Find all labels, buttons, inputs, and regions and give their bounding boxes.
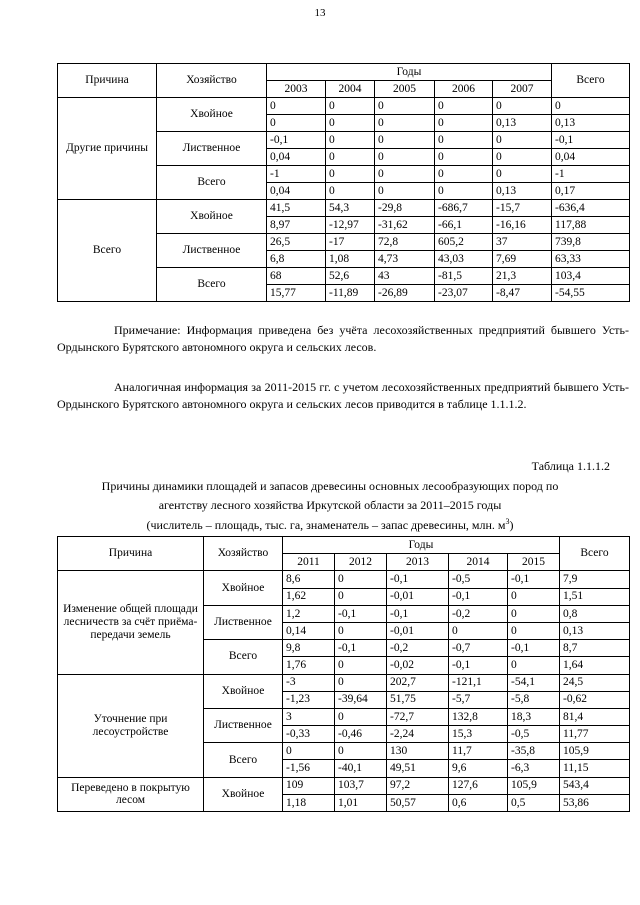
value-cell: 9,6 <box>449 760 508 777</box>
header-years: Годы <box>267 64 552 81</box>
header-farm: Хозяйство <box>204 537 283 571</box>
value-cell: 3 <box>283 708 335 725</box>
value-cell: 1,08 <box>326 251 375 268</box>
value-cell: -54,55 <box>552 285 630 302</box>
value-cell: -0,5 <box>508 726 560 743</box>
farm-cell: Хвойное <box>157 200 267 234</box>
value-cell: -0,5 <box>449 571 508 588</box>
value-cell: -1 <box>552 166 630 183</box>
value-cell: 0 <box>375 166 435 183</box>
value-cell: 51,75 <box>387 691 449 708</box>
value-cell: 1,18 <box>283 794 335 811</box>
header-row <box>58 64 630 81</box>
value-cell: -66,1 <box>435 217 493 234</box>
farm-cell: Лиственное <box>204 605 283 639</box>
value-cell: 0 <box>508 605 560 622</box>
value-cell: -17 <box>326 234 375 251</box>
farm-cell: Хвойное <box>204 571 283 605</box>
value-cell: 0 <box>435 166 493 183</box>
value-cell: 0 <box>335 657 387 674</box>
causes-table-2003-2007 <box>57 63 630 302</box>
year-header: 2006 <box>435 81 493 98</box>
header-farm: Хозяйство <box>157 64 267 98</box>
value-cell: 105,9 <box>508 777 560 794</box>
cause-cell: Уточнение при лесоустройстве <box>58 674 204 777</box>
value-cell: 0 <box>493 149 552 166</box>
value-cell: 21,3 <box>493 268 552 285</box>
value-cell: 43 <box>375 268 435 285</box>
value-cell: -2,24 <box>387 726 449 743</box>
value-cell: -3 <box>283 674 335 691</box>
value-cell: 0,8 <box>560 605 630 622</box>
value-cell: 49,51 <box>387 760 449 777</box>
value-cell: -26,89 <box>375 285 435 302</box>
value-cell: 24,5 <box>560 674 630 691</box>
value-cell: 52,6 <box>326 268 375 285</box>
value-cell: -0,1 <box>387 571 449 588</box>
value-cell: 202,7 <box>387 674 449 691</box>
table-label: Таблица 1.1.1.2 <box>531 459 610 473</box>
value-cell: 97,2 <box>387 777 449 794</box>
value-cell: 0 <box>267 115 326 132</box>
value-cell: -40,1 <box>335 760 387 777</box>
value-cell: 26,5 <box>267 234 326 251</box>
value-cell: -81,5 <box>435 268 493 285</box>
value-cell: 0 <box>335 622 387 639</box>
year-header: 2003 <box>267 81 326 98</box>
cause-cell: Всего <box>58 200 157 302</box>
value-cell: 41,5 <box>267 200 326 217</box>
year-header: 2013 <box>387 554 449 571</box>
value-cell: -54,1 <box>508 674 560 691</box>
table-subtitle <box>40 517 620 533</box>
value-cell: -1,23 <box>283 691 335 708</box>
value-cell: 7,69 <box>493 251 552 268</box>
value-cell: -0,1 <box>508 640 560 657</box>
value-cell: -15,7 <box>493 200 552 217</box>
value-cell: 0 <box>375 132 435 149</box>
value-cell: 63,33 <box>552 251 630 268</box>
value-cell: -11,89 <box>326 285 375 302</box>
value-cell: 0 <box>493 98 552 115</box>
value-cell: -0,62 <box>560 691 630 708</box>
value-cell: 0 <box>375 183 435 200</box>
table-note: Примечание: Информация приведена без учёта лесохозяйственных предприятий бывшего Усть-Ордынского Бурятского автономного округа и сельских лесов. <box>57 323 629 354</box>
farm-cell: Всего <box>157 166 267 200</box>
header-cause: Причина <box>58 537 204 571</box>
value-cell: 0 <box>435 115 493 132</box>
value-cell: 37 <box>493 234 552 251</box>
farm-cell: Хвойное <box>204 674 283 708</box>
value-cell: 605,2 <box>435 234 493 251</box>
year-header: 2004 <box>326 81 375 98</box>
value-cell: -29,8 <box>375 200 435 217</box>
value-cell: -16,16 <box>493 217 552 234</box>
table-row <box>58 571 630 588</box>
value-cell: -39,64 <box>335 691 387 708</box>
value-cell: 0 <box>435 183 493 200</box>
value-cell: 0 <box>335 674 387 691</box>
table-row <box>58 200 630 217</box>
farm-cell: Всего <box>157 268 267 302</box>
value-cell: 132,8 <box>449 708 508 725</box>
value-cell: 1,76 <box>283 657 335 674</box>
value-cell: 0 <box>335 588 387 605</box>
farm-cell: Лиственное <box>157 234 267 268</box>
value-cell: -0,02 <box>387 657 449 674</box>
value-cell: -6,3 <box>508 760 560 777</box>
value-cell: 0,04 <box>267 149 326 166</box>
value-cell: 7,9 <box>560 571 630 588</box>
value-cell: 1,62 <box>283 588 335 605</box>
value-cell: 0 <box>435 98 493 115</box>
value-cell: -5,8 <box>508 691 560 708</box>
value-cell: -0,1 <box>449 588 508 605</box>
value-cell: -0,1 <box>508 571 560 588</box>
value-cell: -0,1 <box>335 640 387 657</box>
value-cell: -0,7 <box>449 640 508 657</box>
year-header: 2007 <box>493 81 552 98</box>
value-cell: 0 <box>326 115 375 132</box>
header-years: Годы <box>283 537 560 554</box>
value-cell: -12,97 <box>326 217 375 234</box>
header-cause: Причина <box>58 64 157 98</box>
value-cell: -0,1 <box>552 132 630 149</box>
table-row <box>58 674 630 691</box>
value-cell: 6,8 <box>267 251 326 268</box>
value-cell: 0 <box>335 743 387 760</box>
year-header: 2011 <box>283 554 335 571</box>
value-cell: 1,2 <box>283 605 335 622</box>
year-header: 2012 <box>335 554 387 571</box>
value-cell: 8,7 <box>560 640 630 657</box>
year-header: 2005 <box>375 81 435 98</box>
value-cell: -8,47 <box>493 285 552 302</box>
value-cell: 18,3 <box>508 708 560 725</box>
table-row <box>58 98 630 115</box>
header-row <box>58 537 630 554</box>
value-cell: -72,7 <box>387 708 449 725</box>
value-cell: -0,01 <box>387 588 449 605</box>
value-cell: -0,2 <box>387 640 449 657</box>
value-cell: -636,4 <box>552 200 630 217</box>
value-cell: 0 <box>493 132 552 149</box>
value-cell: 0 <box>508 588 560 605</box>
value-cell: 0,04 <box>267 183 326 200</box>
value-cell: -1,56 <box>283 760 335 777</box>
value-cell: -0,1 <box>267 132 326 149</box>
farm-cell: Хвойное <box>157 98 267 132</box>
value-cell: 0 <box>326 98 375 115</box>
year-header: 2014 <box>449 554 508 571</box>
header-total: Всего <box>560 537 630 571</box>
value-cell: 105,9 <box>560 743 630 760</box>
farm-cell: Хвойное <box>204 777 283 811</box>
value-cell: 0 <box>267 98 326 115</box>
value-cell: 0,5 <box>508 794 560 811</box>
value-cell: -0,01 <box>387 622 449 639</box>
value-cell: 0,13 <box>560 622 630 639</box>
cause-cell: Другие причины <box>58 98 157 200</box>
value-cell: 0 <box>375 149 435 166</box>
value-cell: 54,3 <box>326 200 375 217</box>
farm-cell: Всего <box>204 743 283 777</box>
value-cell: 0,13 <box>493 183 552 200</box>
value-cell: 0 <box>435 132 493 149</box>
value-cell: 0 <box>375 115 435 132</box>
value-cell: 103,4 <box>552 268 630 285</box>
value-cell: 0,04 <box>552 149 630 166</box>
table-title-line1: Причины динамики площадей и запасов древесины основных лесообразующих пород по <box>101 479 559 493</box>
table-subtitle-text: (числитель – площадь, тыс. га, знаменатель – запас древесины, млн. м <box>146 518 506 532</box>
value-cell: -0,46 <box>335 726 387 743</box>
value-cell: 0 <box>449 622 508 639</box>
value-cell: 53,86 <box>560 794 630 811</box>
value-cell: 11,77 <box>560 726 630 743</box>
year-header: 2015 <box>508 554 560 571</box>
value-cell: -0,1 <box>335 605 387 622</box>
value-cell: 9,8 <box>283 640 335 657</box>
value-cell: 8,97 <box>267 217 326 234</box>
value-cell: 0,6 <box>449 794 508 811</box>
value-cell: 739,8 <box>552 234 630 251</box>
value-cell: 1,51 <box>560 588 630 605</box>
value-cell: -5,7 <box>449 691 508 708</box>
value-cell: 0 <box>326 132 375 149</box>
value-cell: 15,77 <box>267 285 326 302</box>
value-cell: -0,2 <box>449 605 508 622</box>
table-row <box>58 777 630 794</box>
value-cell: 15,3 <box>449 726 508 743</box>
farm-cell: Всего <box>204 640 283 674</box>
page-number: 13 <box>314 7 326 19</box>
value-cell: 11,7 <box>449 743 508 760</box>
value-cell: 0 <box>552 98 630 115</box>
value-cell: 0 <box>326 183 375 200</box>
value-cell: 0 <box>326 166 375 183</box>
value-cell: 0 <box>508 657 560 674</box>
value-cell: -1 <box>267 166 326 183</box>
value-cell: 72,8 <box>375 234 435 251</box>
table-subtitle-end: ) <box>509 518 514 532</box>
farm-cell: Лиственное <box>157 132 267 166</box>
cause-cell: Переведено в покрытую лесом <box>58 777 204 811</box>
value-cell: 127,6 <box>449 777 508 794</box>
farm-cell: Лиственное <box>204 708 283 742</box>
value-cell: 0,13 <box>493 115 552 132</box>
value-cell: 0,13 <box>552 115 630 132</box>
value-cell: 0 <box>375 98 435 115</box>
value-cell: 543,4 <box>560 777 630 794</box>
value-cell: -0,1 <box>449 657 508 674</box>
value-cell: 81,4 <box>560 708 630 725</box>
header-total: Всего <box>552 64 630 98</box>
value-cell: -35,8 <box>508 743 560 760</box>
value-cell: -31,62 <box>375 217 435 234</box>
value-cell: 11,15 <box>560 760 630 777</box>
value-cell: -0,1 <box>387 605 449 622</box>
value-cell: 0 <box>283 743 335 760</box>
value-cell: 43,03 <box>435 251 493 268</box>
value-cell: 0,17 <box>552 183 630 200</box>
cubic-superscript: 3 <box>505 517 510 526</box>
value-cell: 68 <box>267 268 326 285</box>
value-cell: 130 <box>387 743 449 760</box>
value-cell: 0 <box>493 166 552 183</box>
value-cell: 0,14 <box>283 622 335 639</box>
value-cell: 103,7 <box>335 777 387 794</box>
value-cell: -686,7 <box>435 200 493 217</box>
value-cell: 50,57 <box>387 794 449 811</box>
value-cell: -121,1 <box>449 674 508 691</box>
intro-paragraph: Аналогичная информация за 2011-2015 гг. с учетом лесохозяйственных предприятий бывшего Усть-Ордынского Бурятского автономного округа и сельских лесов приводится в таблице 1.1.1.2. <box>57 380 629 411</box>
value-cell: 109 <box>283 777 335 794</box>
value-cell: 117,88 <box>552 217 630 234</box>
value-cell: -0,33 <box>283 726 335 743</box>
value-cell: 4,73 <box>375 251 435 268</box>
value-cell: 0 <box>326 149 375 166</box>
value-cell: 1,01 <box>335 794 387 811</box>
value-cell: 0 <box>508 622 560 639</box>
value-cell: 8,6 <box>283 571 335 588</box>
value-cell: 1,64 <box>560 657 630 674</box>
value-cell: 0 <box>435 149 493 166</box>
cause-cell: Изменение общей площади лесничеств за счёт приёма-передачи земель <box>58 571 204 674</box>
value-cell: -23,07 <box>435 285 493 302</box>
value-cell: 0 <box>335 708 387 725</box>
causes-table-2011-2015 <box>57 536 630 812</box>
table-title-line2: агентству лесного хозяйства Иркутской области за 2011–2015 годы <box>158 498 502 512</box>
value-cell: 0 <box>335 571 387 588</box>
